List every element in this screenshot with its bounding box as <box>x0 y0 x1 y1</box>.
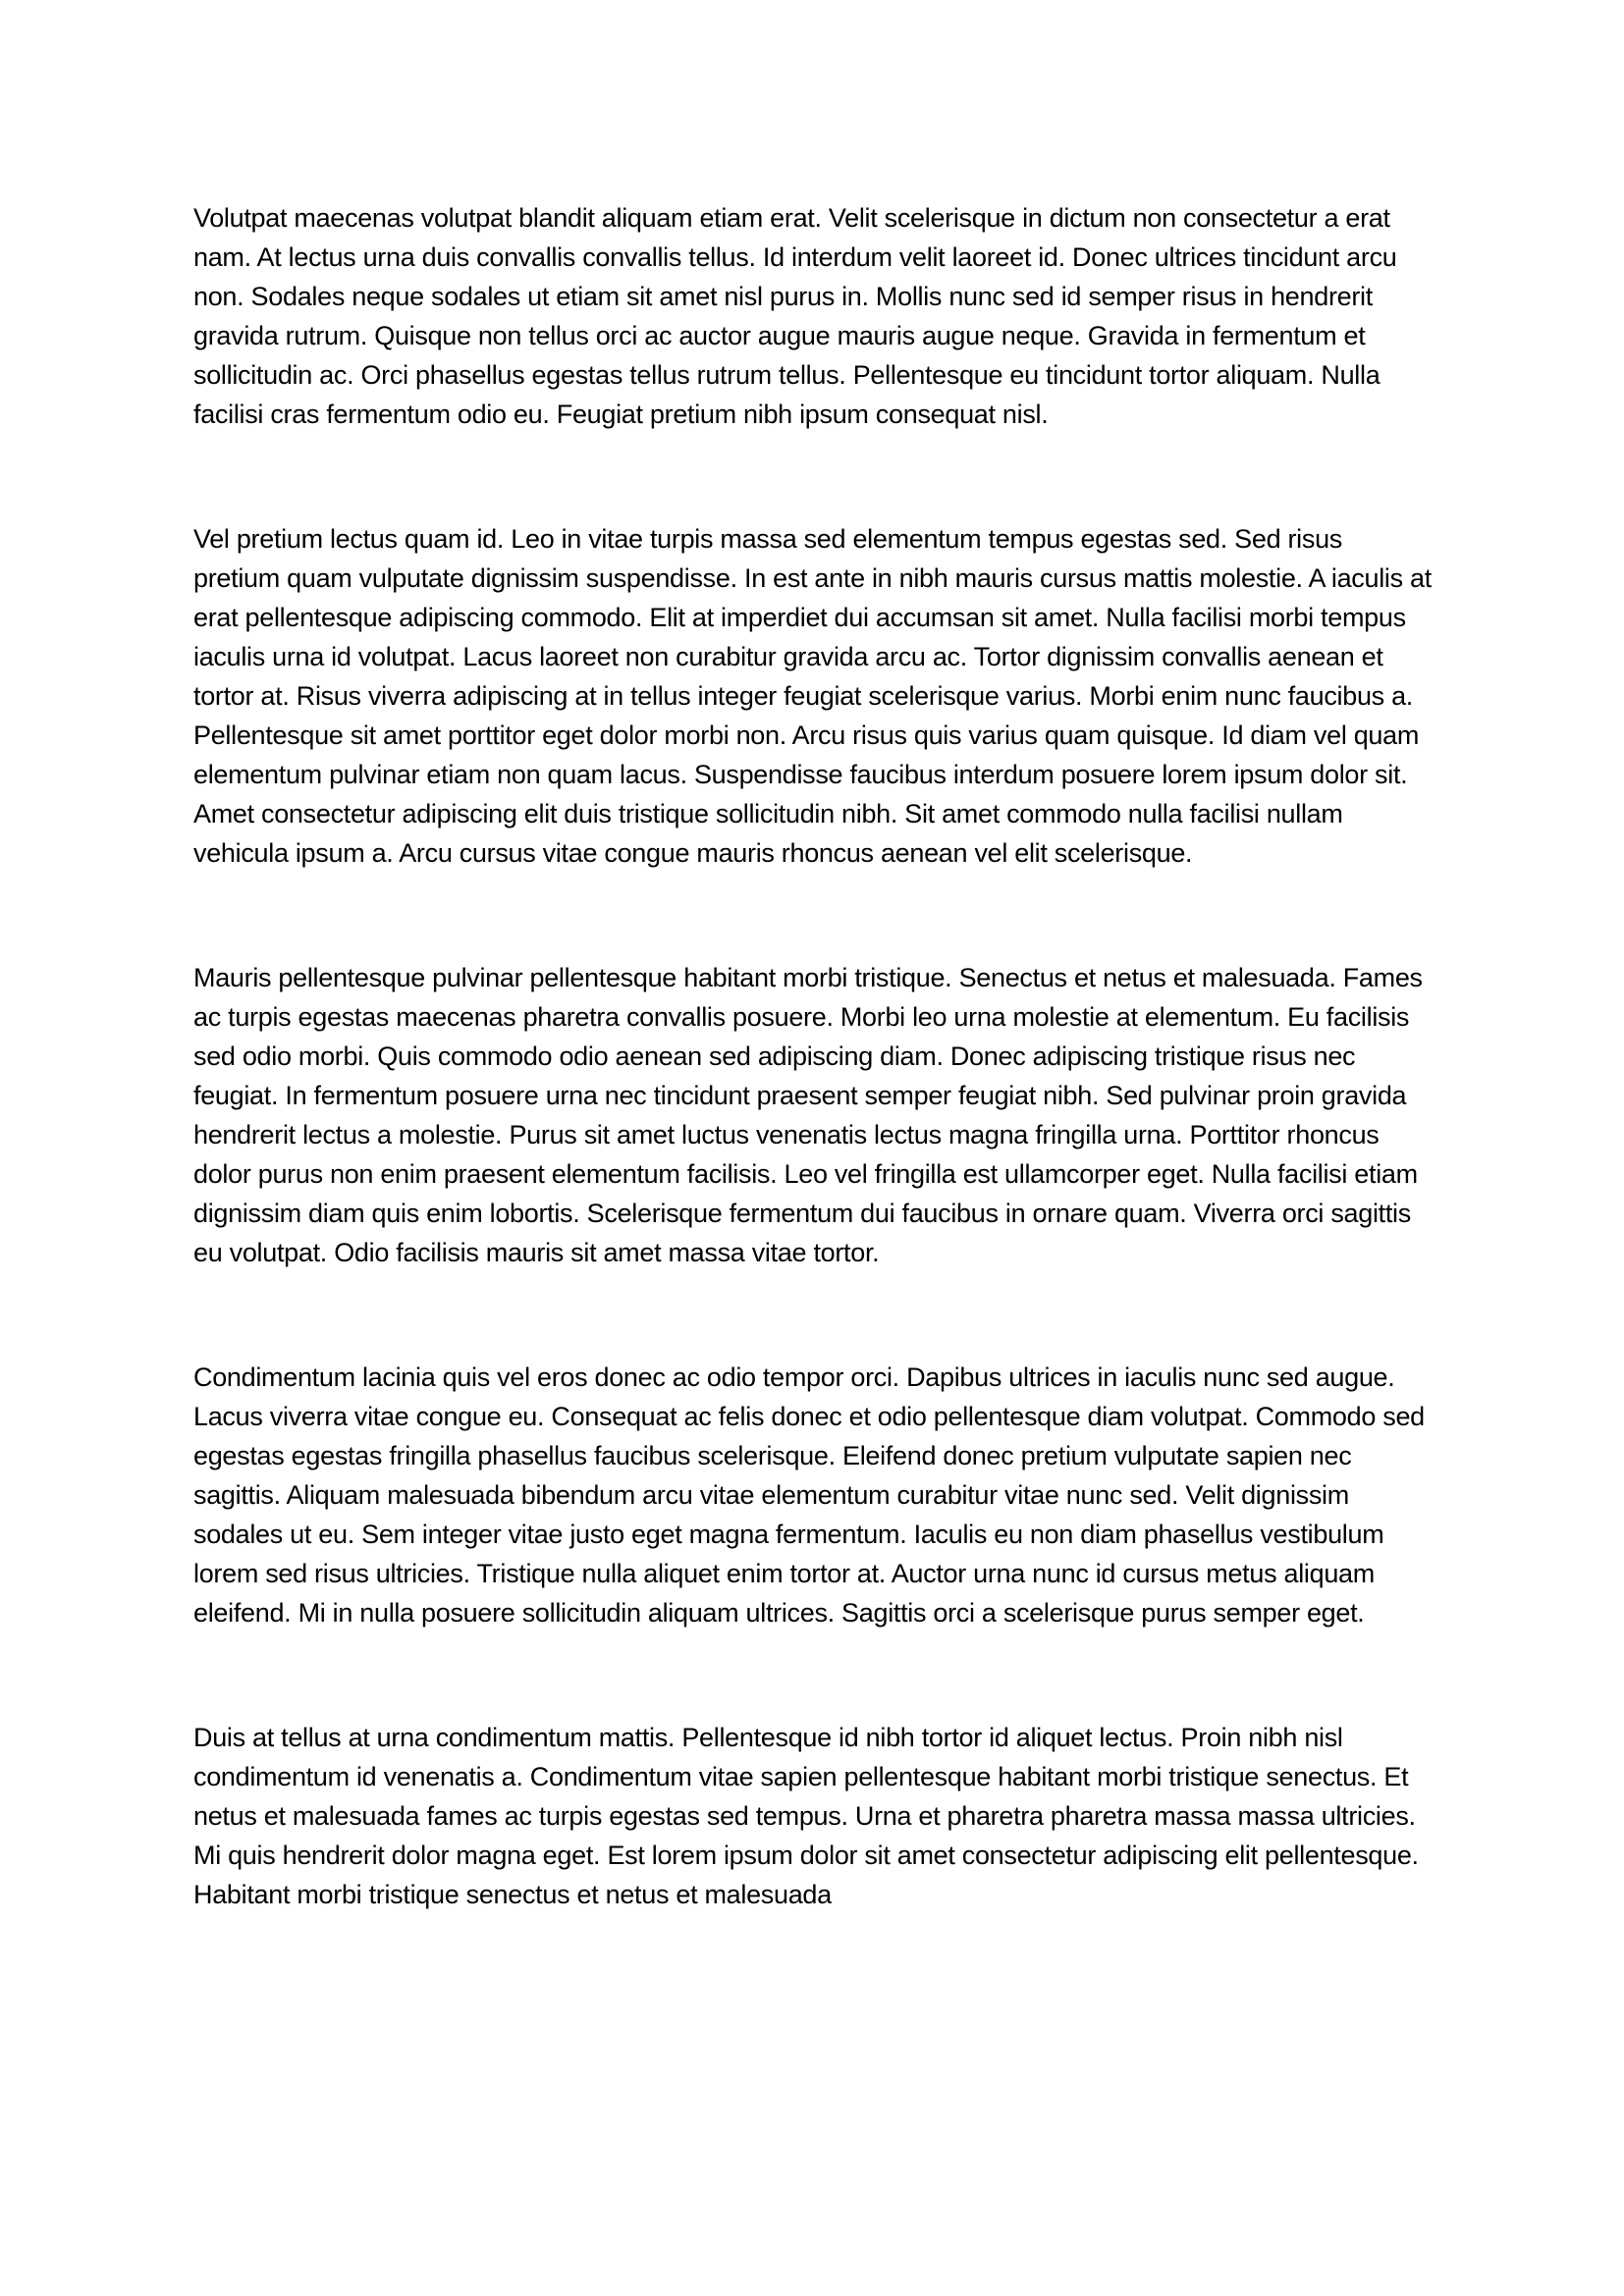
paragraph-4: Condimentum lacinia quis vel eros donec ac odio tempor orci. Dapibus ultrices in iaculis nunc sed augue. Lacus viverra vitae congue eu. Consequat ac felis donec et odio pellentesque diam volutpat. Commodo sed egestas egestas fringilla phasellus faucibus scelerisque. Eleifend donec pretium vulputate sapien nec sagittis. Aliquam malesuada bibendum arcu vitae elementum curabitur vitae nunc sed. Velit dignissim sodales ut eu. Sem integer vitae justo eget magna fermentum. Iaculis eu non diam phasellus vestibulum lorem sed risus ultricies. Tristique nulla aliquet enim tortor at. Auctor urna nunc id cursus metus aliquam eleifend. Mi in nulla posuere sollicitudin aliquam ultrices. Sagittis orci a scelerisque purus semper eget. <box>193 1362 1425 1628</box>
paragraph-3: Mauris pellentesque pulvinar pellentesque habitant morbi tristique. Senectus et netus et malesuada. Fames ac turpis egestas maecenas pharetra convallis posuere. Morbi leo urna molestie at elementum. Eu facilisis sed odio morbi. Quis commodo odio aenean sed adipiscing diam. Donec adipiscing tristique risus nec feugiat. In fermentum posuere urna nec tincidunt praesent semper feugiat nibh. Sed pulvinar proin gravida hendrerit lectus a molestie. Purus sit amet luctus venenatis lectus magna fringilla urna. Porttitor rhoncus dolor purus non enim praesent elementum facilisis. Leo vel fringilla est ullamcorper eget. Nulla facilisi etiam dignissim diam quis enim lobortis. Scelerisque fermentum dui faucibus in ornare quam. Viverra orci sagittis eu volutpat. Odio facilisis mauris sit amet massa vitae tortor. <box>193 963 1423 1267</box>
paragraph-5: Duis at tellus at urna condimentum mattis. Pellentesque id nibh tortor id aliquet lectus. Proin nibh nisl condimentum id venenatis a. Condimentum vitae sapien pellentesque habitant morbi tristique senectus. Et netus et malesuada fames ac turpis egestas sed tempus. Urna et pharetra pharetra massa massa ultricies. Mi quis hendrerit dolor magna eget. Est lorem ipsum dolor sit amet consectetur adipiscing elit pellentesque. Habitant morbi tristique senectus et netus et malesuada <box>193 1723 1419 1909</box>
paragraph-2: Vel pretium lectus quam id. Leo in vitae turpis massa sed elementum tempus egestas sed. Sed risus pretium quam vulputate dignissim suspendisse. In est ante in nibh mauris cursus mattis molestie. A iaculis at erat pellentesque adipiscing commodo. Elit at imperdiet dui accumsan sit amet. Nulla facilisi morbi tempus iaculis urna id volutpat. Lacus laoreet non curabitur gravida arcu ac. Tortor dignissim convallis aenean et tortor at. Risus viverra adipiscing at in tellus integer feugiat scelerisque varius. Morbi enim nunc faucibus a. Pellentesque sit amet porttitor eget dolor morbi non. Arcu risus quis varius quam quisque. Id diam vel quam elementum pulvinar etiam non quam lacus. Suspendisse faucibus interdum posuere lorem ipsum dolor sit. Amet consectetur adipiscing elit duis tristique sollicitudin nibh. Sit amet commodo nulla facilisi nullam vehicula ipsum a. Arcu cursus vitae congue mauris rhoncus aenean vel elit scelerisque. <box>193 524 1432 868</box>
paragraph-1: Volutpat maecenas volutpat blandit aliquam etiam erat. Velit scelerisque in dictum non consectetur a erat nam. At lectus urna duis convallis convallis tellus. Id interdum velit laoreet id. Donec ultrices tincidunt arcu non. Sodales neque sodales ut etiam sit amet nisl purus in. Mollis nunc sed id semper risus in hendrerit gravida rutrum. Quisque non tellus orci ac auctor augue mauris augue neque. Gravida in fermentum et sollicitudin ac. Orci phasellus egestas tellus rutrum tellus. Pellentesque eu tincidunt tortor aliquam. Nulla facilisi cras fermentum odio eu. Feugiat pretium nibh ipsum consequat nisl. <box>193 203 1397 429</box>
document-text-block <box>193 198 1433 1914</box>
